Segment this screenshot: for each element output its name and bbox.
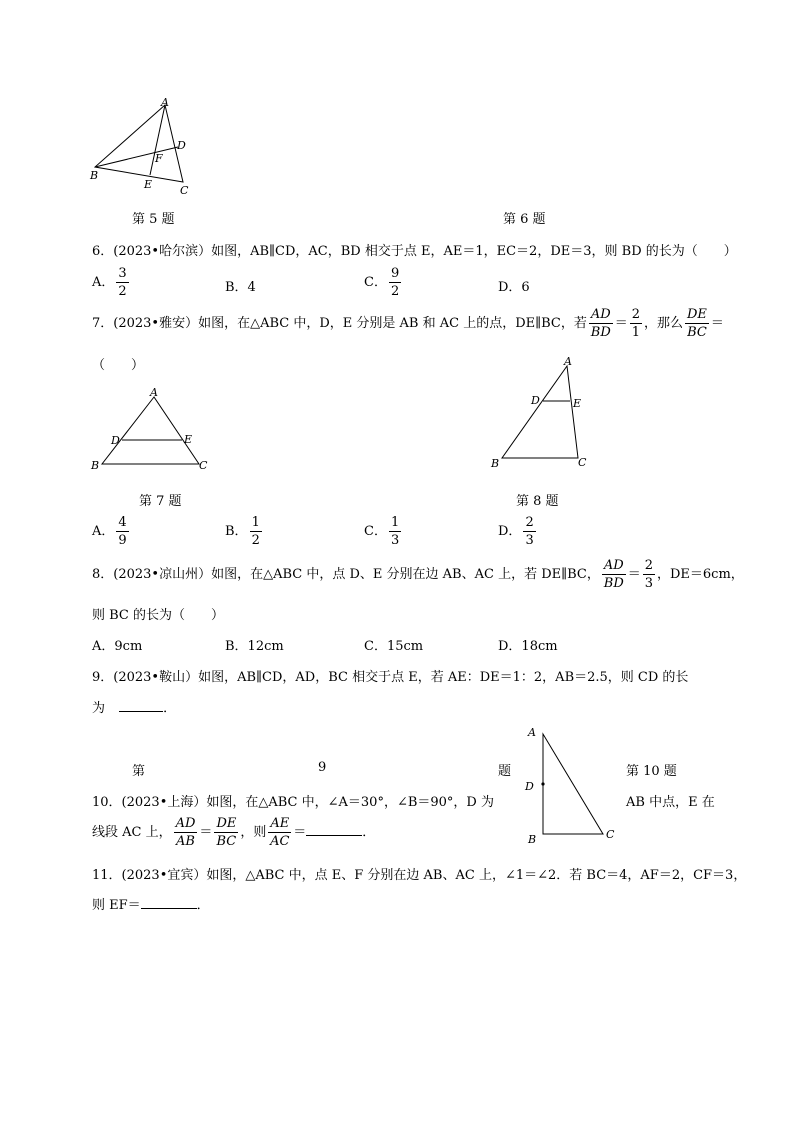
q7-f2-denominator: 1 (631, 325, 640, 340)
q6-option-a-label: A． (92, 275, 115, 290)
q6-option-d: D．6 (498, 280, 530, 295)
caption-q9-part2: 9 (318, 760, 327, 775)
caption-q7: 第 7 题 (139, 494, 182, 509)
q7-option-b (225, 514, 264, 549)
q10-fraction-ad-ab (174, 815, 198, 850)
q7-then: ，那么 (643, 316, 683, 331)
q10-f3-numerator: AE (270, 816, 290, 831)
fig5-label-e: E (144, 178, 153, 191)
q7-option-a-numerator: 4 (118, 515, 127, 530)
q8-stem-line2: 则 BC 的长为（ ） (92, 608, 225, 623)
q10-stem-text: 线段 AC 上， (92, 825, 172, 840)
q6-option-c (364, 265, 403, 300)
q7-option-c (364, 514, 403, 549)
q8-stem (92, 557, 744, 592)
q7-fraction-ad-bd (589, 306, 613, 341)
q10-then: ，则 (240, 825, 267, 840)
figure-q7 (88, 385, 218, 475)
q7-option-a (92, 514, 131, 549)
q7-f1-numerator: AD (590, 307, 611, 322)
q8-f-numerator: AD (603, 558, 624, 573)
q7-equals-end: ＝ (710, 316, 724, 331)
q8-option-a: A．9cm (92, 639, 143, 654)
q8-option-c: C．15cm (364, 639, 424, 654)
q7-f1-denominator: BD (590, 325, 611, 340)
q8-v-numerator: 2 (644, 558, 653, 573)
q7-f3-numerator: DE (687, 307, 707, 322)
q8-stem-text: 8．(2023•凉山州）如图，在△ABC 中，点 D、E 分别在边 AB、AC 上，若 DE∥BC， (92, 567, 600, 582)
fig7-label-d: D (111, 434, 120, 447)
q8-stem-tail: ，DE＝6cm， (656, 567, 744, 582)
q11-stem-line2 (92, 894, 210, 913)
q10-f2-numerator: DE (216, 816, 237, 831)
fig5-label-c: C (180, 184, 189, 197)
q8-v-denominator: 3 (644, 576, 653, 591)
q7-option-a-denominator: 9 (118, 533, 127, 548)
fig8-label-d: D (531, 394, 540, 407)
caption-q10: 第 10 题 (626, 764, 677, 779)
caption-q5: 第 5 题 (132, 212, 175, 227)
fig5-label-f: F (155, 152, 163, 165)
fig10-label-d: D (525, 780, 534, 793)
q6-option-c-fraction (389, 265, 401, 300)
q7-stem (92, 306, 724, 341)
caption-q9-part1: 第 (132, 764, 146, 779)
q9-stem-word: 为 (92, 701, 106, 716)
fig8-label-e: E (573, 397, 582, 410)
q6-option-a (92, 265, 131, 300)
q10-f2-denominator: BC (216, 834, 237, 849)
caption-q6: 第 6 题 (503, 212, 546, 227)
q11-answer-blank[interactable] (141, 908, 197, 909)
q8-option-b: B．12cm (225, 639, 284, 654)
q10-equals-end: ＝ (293, 825, 307, 840)
q8-fraction-value (643, 557, 655, 592)
q7-option-c-label: C． (364, 524, 387, 539)
figure-q10 (522, 722, 622, 847)
fig10-label-b: B (528, 833, 537, 846)
q7-fraction-ratio (630, 306, 642, 341)
figure-q8 (486, 352, 596, 472)
q7-option-c-numerator: 1 (390, 515, 400, 530)
q10-stem-line2 (92, 815, 375, 850)
q7-option-d-numerator: 2 (525, 515, 534, 530)
q6-option-a-fraction (116, 265, 128, 300)
fig8-label-b: B (491, 457, 500, 470)
caption-q9-part3: 题 (498, 764, 512, 779)
q11-stem-text: 则 EF＝ (92, 898, 141, 913)
q10-f1-numerator: AD (175, 816, 196, 831)
q6-option-c-label: C． (364, 275, 387, 290)
q7-option-c-denominator: 3 (390, 533, 400, 548)
fig8-label-a: A (564, 355, 572, 368)
fig7-label-e: E (184, 433, 193, 446)
q7-option-d-fraction (523, 514, 535, 549)
q7-f2-numerator: 2 (631, 307, 640, 322)
q11-period: ． (196, 898, 210, 913)
q10-stem-line1: 10．(2023•上海）如图，在△ABC 中，∠A＝30°，∠B＝90°，D 为 (92, 795, 494, 810)
q7-f3-denominator: BC (687, 325, 707, 340)
q10-f1-denominator: AB (176, 834, 195, 849)
q6-option-c-numerator: 9 (390, 266, 400, 281)
q10-stem-line1-right: AB 中点，E 在 (626, 795, 715, 810)
q7-stem-text: 7．(2023•雅安）如图，在△ABC 中，D，E 分别是 AB 和 AC 上的点，DE∥BC，若 (92, 316, 587, 331)
q7-option-c-fraction (389, 514, 401, 549)
q7-option-d (498, 514, 538, 549)
fig10-label-a: A (528, 726, 536, 739)
figure-q5 (85, 95, 195, 200)
q7-answer-paren: （ ） (92, 358, 145, 373)
q10-period: ． (362, 825, 376, 840)
fig7-label-a: A (150, 386, 158, 399)
q7-option-d-denominator: 3 (525, 533, 534, 548)
q6-option-a-numerator: 3 (118, 266, 127, 281)
q7-option-d-label: D． (498, 524, 522, 539)
q6-option-a-denominator: 2 (118, 284, 127, 299)
q10-equals: ＝ (199, 825, 213, 840)
q8-option-d: D．18cm (498, 639, 558, 654)
q7-option-b-label: B． (225, 524, 248, 539)
q8-f-denominator: BD (603, 576, 624, 591)
q7-option-a-label: A． (92, 524, 115, 539)
fig10-label-c: C (606, 828, 615, 841)
q9-answer-blank[interactable] (119, 711, 163, 712)
q9-stem-line2 (92, 697, 176, 716)
fig5-label-b: B (90, 169, 99, 182)
caption-q8: 第 8 题 (516, 494, 559, 509)
q8-fraction-ad-bd (602, 557, 626, 592)
q7-option-b-fraction (250, 514, 262, 549)
q8-equals: ＝ (627, 567, 641, 582)
q10-fraction-de-bc (214, 815, 238, 850)
q7-option-b-numerator: 1 (251, 515, 260, 530)
fig8-label-c: C (578, 456, 587, 469)
q7-fraction-de-bc (685, 306, 709, 341)
q10-fraction-ae-ac (268, 815, 291, 850)
q9-period: ． (163, 701, 177, 716)
q11-stem-line1: 11．(2023•宜宾）如图，△ABC 中，点 E、F 分别在边 AB、AC 上，∠1＝∠2．若 BC＝4，AF＝2，CF＝3， (92, 868, 747, 883)
fig7-label-b: B (91, 459, 100, 472)
q6-option-c-denominator: 2 (390, 284, 400, 299)
q9-stem-line1: 9．(2023•鞍山）如图，AB∥CD，AD，BC 相交于点 E，若 AE：DE＝1：2，AB＝2.5，则 CD 的长 (92, 670, 689, 685)
fig7-label-c: C (199, 459, 208, 472)
q7-option-b-denominator: 2 (251, 533, 260, 548)
q10-f3-denominator: AC (270, 834, 290, 849)
q7-equals: ＝ (614, 316, 628, 331)
fig5-label-a: A (161, 96, 169, 109)
fig5-label-d: D (177, 139, 186, 152)
q6-option-b: B．4 (225, 280, 256, 295)
q7-option-a-fraction (116, 514, 128, 549)
q10-answer-blank[interactable] (306, 835, 362, 836)
q6-stem: 6．(2023•哈尔滨）如图，AB∥CD，AC，BD 相交于点 E，AE＝1，EC＝2，DE＝3，则 BD 的长为（ ） (92, 244, 737, 259)
